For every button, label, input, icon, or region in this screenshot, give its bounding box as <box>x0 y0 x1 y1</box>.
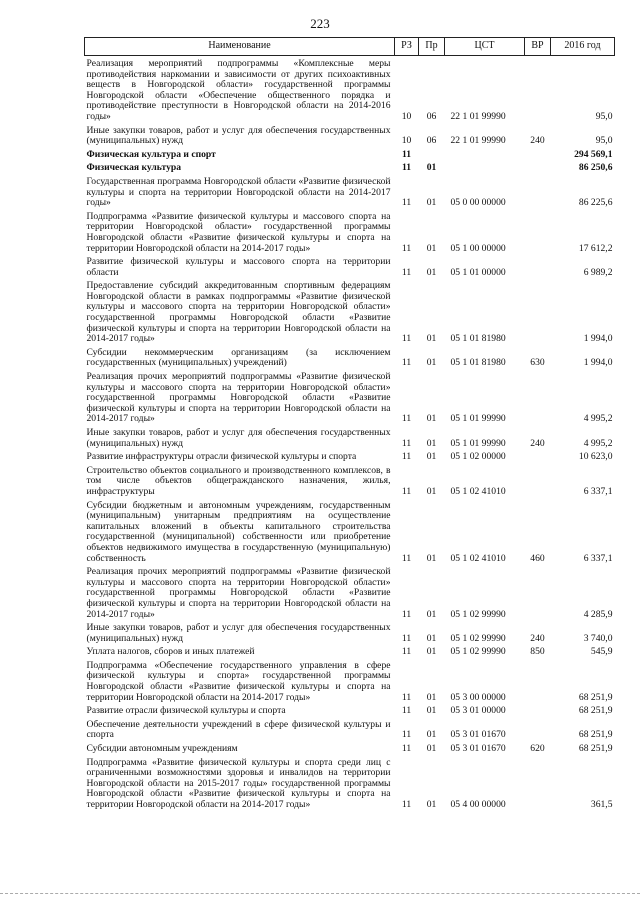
cell-sum: 361,5 <box>590 799 613 810</box>
cell-cst: 05 1 02 41010 <box>450 485 506 497</box>
cell-sum: 1 994,0 <box>583 333 613 345</box>
cell-rz: 11 <box>401 437 412 449</box>
header-rz: РЗ <box>395 38 419 56</box>
cell-vr: 240 <box>530 437 545 449</box>
cell-cst: 05 3 01 00000 <box>450 705 506 717</box>
cell-name: Подпрограмма «Развитие физической культуры и спорта среди лиц с ограниченными возможностями здоровья и инвалидов на территории Новгородской области на 2015-2017 годы» государственной программы Новгородской области «Развитие физической культуры и спорта на территории Новгородской области на 2014-2017 годы» <box>86 756 391 810</box>
cell-rz: 10 <box>401 110 412 122</box>
cell-cst: 05 1 02 99990 <box>450 608 506 620</box>
cell-sum: 6 989,2 <box>583 266 613 278</box>
cell-rz: 11 <box>401 691 412 703</box>
cell-sum: 545,9 <box>590 646 613 658</box>
cell-sum: 10 623,0 <box>578 451 613 463</box>
cell-rz: 11 <box>401 266 412 278</box>
cell-name: Физическая культура и спорт <box>86 148 216 160</box>
cell-vr <box>525 147 551 161</box>
cell-pr: 01 <box>426 646 437 658</box>
cell-cst: 05 1 00 00000 <box>450 242 506 254</box>
cell-name: Подпрограмма «Развитие физической культуры и массового спорта на территории Новгородской области» государственной программы Новгородской области «Развитие физической культуры и спорта на территории Новгородской области на 2014-2017 годы» <box>86 210 391 254</box>
cell-pr: 01 <box>426 162 437 174</box>
cell-cst: 05 1 02 99990 <box>450 632 506 644</box>
cell-name: Предоставление субсидий аккредитованным спортивным федерациям Новгородской области в рамках подпрограммы «Развитие физической культуры и массового спорта на территории Новгородской области» государственной программы Новгородской области «Развитие физической культуры и спорта на территории Новгородской области на 2014-2017 годы» <box>86 280 391 345</box>
cell-vr <box>525 174 551 209</box>
cell-vr: 240 <box>530 632 545 644</box>
bottom-scan-edge <box>0 893 640 894</box>
cell-cst: 05 1 02 41010 <box>450 552 506 564</box>
cell-cst <box>445 147 525 161</box>
cell-cst: 05 1 01 00000 <box>450 266 506 278</box>
table-row <box>85 123 615 147</box>
budget-table <box>84 37 615 811</box>
cell-sum: 1 994,0 <box>583 357 613 369</box>
cell-sum: 68 251,9 <box>578 743 613 755</box>
cell-vr <box>525 160 551 174</box>
cell-name: Субсидии бюджетным и автономным учреждениям, государственным (муниципальным) унитарным предприятиям на осуществление капитальных вложений в объекты капитального строительства государственной (муниципальной) собственности или приобретение объектов недвижимого имущества в государственную (муниципальную) собственность <box>86 499 391 564</box>
cell-vr: 620 <box>530 743 545 755</box>
cell-pr: 01 <box>426 705 437 717</box>
cell-cst: 05 1 01 99990 <box>450 413 506 425</box>
cell-pr: 01 <box>426 743 437 755</box>
cell-rz: 11 <box>401 632 412 644</box>
cell-vr <box>525 254 551 278</box>
cell-name: Уплата налогов, сборов и иных платежей <box>86 646 255 658</box>
cell-rz: 11 <box>401 705 412 717</box>
cell-cst <box>445 160 525 174</box>
cell-pr: 01 <box>426 242 437 254</box>
table-row <box>85 278 615 345</box>
header-vr: ВР <box>525 38 551 56</box>
cell-vr <box>525 658 551 703</box>
table-header-row <box>85 38 615 56</box>
cell-cst: 05 1 01 81980 <box>450 333 506 345</box>
cell-sum: 68 251,9 <box>578 729 613 741</box>
cell-vr <box>525 278 551 345</box>
table-row <box>85 56 615 123</box>
cell-rz: 11 <box>401 799 412 810</box>
cell-pr: 01 <box>426 632 437 644</box>
cell-sum: 68 251,9 <box>578 705 613 717</box>
cell-sum: 4 285,9 <box>583 608 613 620</box>
cell-pr: 01 <box>426 799 437 810</box>
cell-name: Иные закупки товаров, работ и услуг для обеспечения государственных (муниципальных) нужд <box>86 622 391 644</box>
cell-cst: 22 1 01 99990 <box>450 135 506 147</box>
cell-name: Обеспечение деятельности учреждений в сфере физической культуры и спорта <box>86 718 391 741</box>
cell-cst: 05 1 01 81980 <box>450 357 506 369</box>
cell-name: Субсидии некоммерческим организациям (за исключением государственных (муниципальных) учреждений) <box>86 346 391 369</box>
cell-vr <box>525 564 551 620</box>
header-year: 2016 год <box>551 38 615 56</box>
cell-name: Реализация мероприятий подпрограммы «Комплексные меры противодействия наркомании и зависимости от других психоактивных веществ в Новгородской области» государственной программы Новгородской области «Обеспечение общественного порядка и противодействие преступности в Новгородской области на 2014-2016 годы» <box>86 58 391 122</box>
cell-name: Подпрограмма «Обеспечение государственного управления в сфере физической культуры и спорта» государственной программы Новгородской области «Развитие физической культуры и спорта на территории Новгородской области на 2014-2017 годы» <box>86 659 391 703</box>
table-row <box>85 174 615 209</box>
cell-vr <box>525 717 551 741</box>
table-row <box>85 741 615 755</box>
cell-cst: 22 1 01 99990 <box>450 110 506 122</box>
cell-sum: 4 995,2 <box>583 437 613 449</box>
cell-pr: 01 <box>426 413 437 425</box>
cell-rz: 11 <box>401 552 412 564</box>
cell-cst: 05 3 01 01670 <box>450 729 506 741</box>
cell-rz: 11 <box>401 413 412 425</box>
cell-pr: 06 <box>426 135 437 147</box>
cell-vr <box>525 703 551 717</box>
cell-name: Субсидии автономным учреждениям <box>86 743 238 755</box>
cell-vr: 460 <box>530 552 545 564</box>
cell-pr: 01 <box>426 197 437 209</box>
cell-pr: 01 <box>426 691 437 703</box>
cell-cst: 05 1 01 99990 <box>450 437 506 449</box>
table-row <box>85 755 615 811</box>
cell-cst: 05 4 00 00000 <box>450 799 506 810</box>
table-row <box>85 564 615 620</box>
cell-cst: 05 1 02 99990 <box>450 646 506 658</box>
cell-vr: 630 <box>530 357 545 369</box>
cell-pr: 06 <box>426 110 437 122</box>
cell-vr <box>525 449 551 463</box>
cell-sum: 6 337,1 <box>583 485 613 497</box>
cell-pr: 01 <box>426 485 437 497</box>
table-row <box>85 717 615 741</box>
cell-pr <box>419 147 445 161</box>
cell-rz: 11 <box>401 485 412 497</box>
header-pr: Пр <box>419 38 445 56</box>
cell-cst: 05 0 00 00000 <box>450 197 506 209</box>
table-row <box>85 658 615 703</box>
table-row <box>85 345 615 369</box>
cell-name: Реализация прочих мероприятий подпрограммы «Развитие физической культуры и массового спорта на территории Новгородской области» государственной программы Новгородской области «Развитие физической культуры и спорта на территории Новгородской области на 2014-2017 годы» <box>86 566 391 620</box>
cell-vr <box>525 56 551 123</box>
table-row <box>85 254 615 278</box>
cell-name: Развитие физической культуры и массового спорта на территории области <box>86 256 391 278</box>
cell-sum: 3 740,0 <box>583 632 613 644</box>
table-row <box>85 498 615 565</box>
cell-rz: 11 <box>401 162 412 174</box>
table-row <box>85 620 615 644</box>
cell-sum: 68 251,9 <box>578 691 613 703</box>
cell-name: Реализация прочих мероприятий подпрограммы «Развитие физической культуры и массового спорта на территории Новгородской области» государственной программы Новгородской области «Развитие физической культуры и спорта на территории Новгородской области на 2014-2017 годы» <box>86 371 391 425</box>
cell-pr: 01 <box>426 357 437 369</box>
cell-name: Государственная программа Новгородской области «Развитие физической культуры и спорта на территории Новгородской области на 2014-2017 годы» <box>86 175 391 209</box>
cell-cst: 05 3 01 01670 <box>450 743 506 755</box>
cell-sum: 294 569,1 <box>574 148 613 160</box>
cell-rz: 11 <box>401 333 412 345</box>
table-row <box>85 209 615 254</box>
cell-vr: 850 <box>530 646 545 658</box>
cell-sum: 95,0 <box>595 110 613 122</box>
cell-name: Развитие инфраструктуры отрасли физической культуры и спорта <box>86 451 357 463</box>
cell-rz: 11 <box>401 729 412 741</box>
table-row <box>85 644 615 658</box>
cell-vr <box>525 209 551 254</box>
cell-name: Строительство объектов социального и производственного комплексов, в том числе объектов общегражданского назначения, жилья, инфраструктуры <box>86 464 391 497</box>
cell-sum: 17 612,2 <box>578 242 613 254</box>
table-row <box>85 369 615 425</box>
page-number: 223 <box>310 16 330 31</box>
cell-sum: 86 225,6 <box>578 197 613 209</box>
cell-pr: 01 <box>426 451 437 463</box>
table-row <box>85 160 615 174</box>
cell-rz: 11 <box>401 743 412 755</box>
header-cst: ЦСТ <box>445 38 525 56</box>
cell-rz: 11 <box>401 451 412 463</box>
table-row <box>85 147 615 161</box>
cell-rz: 11 <box>401 608 412 620</box>
cell-pr: 01 <box>426 729 437 741</box>
cell-name: Иные закупки товаров, работ и услуг для обеспечения государственных (муниципальных) нужд <box>86 124 391 147</box>
cell-rz: 11 <box>401 148 412 160</box>
cell-pr: 01 <box>426 437 437 449</box>
cell-rz: 10 <box>401 135 412 147</box>
header-name: Наименование <box>85 38 395 56</box>
cell-vr <box>525 755 551 811</box>
cell-name: Физическая культура <box>86 162 182 174</box>
table-row <box>85 449 615 463</box>
cell-name: Иные закупки товаров, работ и услуг для обеспечения государственных (муниципальных) нужд <box>86 427 391 449</box>
cell-rz: 11 <box>401 242 412 254</box>
cell-sum: 86 250,6 <box>578 162 613 174</box>
cell-pr: 01 <box>426 552 437 564</box>
cell-pr: 01 <box>426 266 437 278</box>
cell-cst: 05 3 00 00000 <box>450 691 506 703</box>
cell-pr: 01 <box>426 333 437 345</box>
cell-rz: 11 <box>401 197 412 209</box>
cell-sum: 95,0 <box>595 135 613 147</box>
budget-table-container <box>84 37 614 811</box>
cell-cst: 05 1 02 00000 <box>450 451 506 463</box>
cell-vr <box>525 463 551 498</box>
table-row <box>85 463 615 498</box>
cell-vr: 240 <box>530 135 545 147</box>
cell-name: Развитие отрасли физической культуры и спорта <box>86 705 286 717</box>
table-row <box>85 425 615 449</box>
cell-vr <box>525 369 551 425</box>
cell-sum: 6 337,1 <box>583 552 613 564</box>
table-row <box>85 703 615 717</box>
cell-rz: 11 <box>401 357 412 369</box>
cell-sum: 4 995,2 <box>583 413 613 425</box>
cell-pr: 01 <box>426 608 437 620</box>
cell-rz: 11 <box>401 646 412 658</box>
table-body <box>85 56 615 811</box>
